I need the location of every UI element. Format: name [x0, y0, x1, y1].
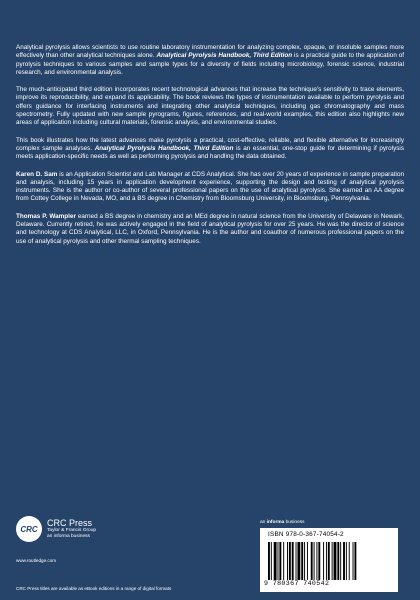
- author-name: Karen D. Sam: [16, 170, 58, 178]
- barcode-bar: [318, 542, 320, 580]
- informa-tagline: [260, 520, 305, 525]
- barcode-bar: [274, 542, 277, 580]
- summary-text-rest: is an essential, one-stop guide for determining if pyrolysis meets application-specific needs as well as performing pyrolysis and handling the data obtained.: [16, 144, 404, 161]
- barcode-bar: [354, 542, 356, 580]
- intro-text: Analytical pyrolysis allows scientists to use routine laboratory instrumentation for analyzing complex, opaque, or insoluble samples more effectively than other analytical techniques alone.: [16, 44, 404, 60]
- barcode-bar: [296, 542, 297, 580]
- barcode-bar: [323, 542, 324, 580]
- publisher-tagline: an informa business: [47, 534, 90, 539]
- barcode-bar: [289, 542, 291, 580]
- barcode-icon: [268, 542, 390, 580]
- barcode-box: [260, 528, 398, 592]
- barcode-bar: [292, 542, 294, 580]
- barcode-digits: 9 780367 740542: [264, 580, 330, 587]
- barcode-bar: [326, 542, 327, 580]
- barcode-bar: [301, 542, 303, 580]
- barcode-bar: [271, 542, 272, 580]
- barcode-bar: [283, 542, 284, 580]
- publisher-website: www.routledge.com: [16, 558, 57, 563]
- author-bio-text: earned a BS degree in chemistry and an MEd degree in natural science from the University of Delaware in Newark, Delaware. Currently retired, he was actively engaged in the field of analytical pyrolysis for over 25 years. He was the director of science and technology at CDS Analytical, LLC, in Oxford, Pennsylvania. He is the author and coauthor of numerous professional papers on the use of analytical pyrolysis and other thermal sampling techniques.: [16, 212, 405, 245]
- isbn: ISBN 978-0-367-74054-2: [268, 531, 344, 538]
- book-title-italic: Analytical Pyrolysis Handbook, Third Edition: [94, 144, 234, 152]
- barcode-bar: [340, 542, 341, 580]
- informa-suffix: business: [284, 520, 305, 525]
- author-bio-wampler: [16, 213, 404, 246]
- author-bio-text: is an Application Scientist and Lab Manager at CDS Analytical. She has over 20 years of experience in sample preparation and analysis, including 15 years in application development experience, supporting the design and testing of analytical pyrolysis instruments. She is the author or co-author of several professional papers on the use of analytical pyrolysis. She earned an AA degree from Cottey College in Nevada, MO, and a BS degree in Chemistry from Bloomsburg University, in Bloomsburg, Pennsylvania.: [16, 170, 404, 203]
- intro-text-rest: is a practical guide to the application of pyrolysis techniques to various samples and sample types for a diversity of fields including microbiology, forensic science, industrial research, and environmental analysis.: [16, 52, 405, 76]
- book-title-italic: Analytical Pyrolysis Handbook, Third Edition: [156, 52, 293, 60]
- barcode-bar: [349, 542, 350, 580]
- barcode-bar: [297, 542, 300, 580]
- third-edition-paragraph: The much-anticipated third edition incorporates recent technological advances that increase the technique's sensitivity to trace elements, improve its reproducibility, and expand its applicability. The book reviews the types of instrumentation available to perform pyrolysis and offers guidance for interfacing instruments and integrating other analytical techniques, including gas chromatography and mass spectrometry. Fully updated with new sample pyrograms, figures, references, and real-world examples, this edition also highlights new areas of application including cultural materials, forensic analysis, and environmental studies.: [16, 86, 404, 127]
- summary-paragraph: [16, 137, 404, 162]
- informa-prefix: an: [260, 520, 267, 525]
- crc-logo-icon: CRC: [16, 516, 42, 542]
- barcode-bar: [307, 542, 308, 580]
- publisher-text: [47, 518, 96, 539]
- barcode-bar: [278, 542, 279, 580]
- barcode-bar: [287, 542, 288, 580]
- barcode-bar: [316, 542, 317, 580]
- barcode-bar: [337, 542, 339, 580]
- barcode-bar: [332, 542, 333, 580]
- barcode-bar: [311, 542, 313, 580]
- barcode-bar: [343, 542, 345, 580]
- barcode-bar: [346, 542, 347, 580]
- publisher-name: CRC Press: [47, 518, 93, 529]
- summary-text: This book illustrates how the latest advances make pyrolysis a practical, cost-effective, reliable, and flexible alternative for increasingly complex sample analyses.: [16, 136, 404, 152]
- footer: [16, 512, 404, 592]
- barcode-bar: [314, 542, 315, 580]
- barcode-bar: [268, 542, 270, 580]
- author-name: Thomas P. Wampler: [16, 212, 76, 220]
- crc-press-logo: [16, 516, 96, 542]
- barcode-bar: [353, 542, 354, 580]
- barcode-bar: [328, 542, 330, 580]
- ebook-note: CRC Press titles are available as eBook editions in a range of digital formats: [16, 586, 172, 591]
- publisher-group: Taylor & Francis Group: [47, 528, 97, 534]
- informa-word: informa: [266, 520, 285, 525]
- barcode-bar: [279, 542, 281, 580]
- barcode-bar: [334, 542, 337, 580]
- intro-paragraph: [16, 44, 404, 77]
- author-bio-sam: [16, 171, 404, 204]
- barcode-bar: [304, 542, 305, 580]
- cover-text: [16, 44, 404, 255]
